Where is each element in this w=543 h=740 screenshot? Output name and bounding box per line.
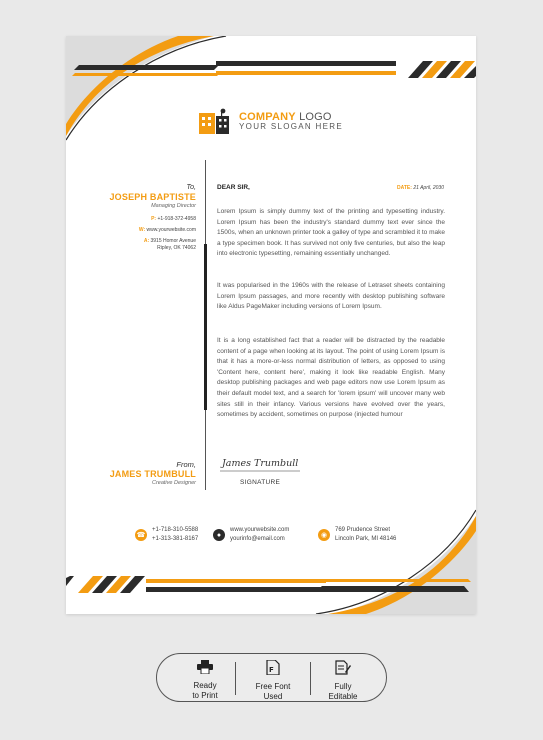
recipient-phone: P: +1-918-372-4958 [151,216,196,222]
sender-title: Creative Designer [151,480,196,486]
header-line-orange [216,71,396,75]
footer-stripes [66,576,145,593]
body-paragraph: It was popularised in the 1960s with the release of Letraset sheets containing Lorem Ipsum passages, and more recently with desktop publishing software like Aldus PageMaker including versions of Lorem Ipsum. [217,282,445,311]
font-file-icon [266,660,280,675]
body-paragraph: It is a long established fact that a reader will be distracted by the readable content of a page when looking at its layout. The point of using Lorem Ipsum is that it has a more-or-less normal distribution of letters, as opposed to using 'Content here, content here', making it look like readable English. Many desktop publishing packages and web page editors now use Lorem Ipsum as their default model text, and a search for 'lorem ipsum' will uncover many web sites still in their infancy. Various versions have evolved over the years, sometimes by accident, sometimes on purpose (injected humour [217,337,445,419]
footer-address: ◉ 769 Prudence Street Lincoln Park, MI 48146 [318,526,396,544]
feature-free-font: F Free Font Used [243,660,303,702]
recipient-web: W: www.yourwebsite.com [138,227,196,233]
recipient-address: A: 3915 Homor Avenue Ripley, OK 74062 [143,238,196,251]
body-paragraph: Lorem Ipsum is simply dummy text of the printing and typesetting industry. Lorem Ipsum has been the industry's standard dummy text ever since the 1500s, when an unknown printer took a galley of type and scrambled it to make a type specimen book. It has survived not only five centuries, but also the leap into electronic typesetting, remaining essentially unchanged. [217,208,445,258]
footer-bar-dark [321,586,469,592]
edit-document-icon [335,660,351,675]
header-bar-dark [74,65,219,70]
footer-line-dark [146,587,326,592]
company-name: COMPANY LOGO [239,110,332,123]
location-pin-icon: ◉ [318,529,330,541]
signature-label: SIGNATURE [240,479,281,486]
footer-bar-orange [323,579,471,582]
phone-icon: ☎ [135,529,147,541]
feature-separator [235,662,236,695]
header-line-dark [216,61,396,66]
header-decoration [66,36,476,156]
globe-icon: ● [213,529,225,541]
company-logo [66,108,476,134]
recipient-title: Managing Director [151,203,196,209]
printer-icon [197,660,213,674]
signature-graphic [220,452,302,476]
footer-line-orange [146,579,326,583]
sender-name: JAMES TRUMBULL [109,469,196,479]
header-stripes [408,61,476,78]
feature-ready-to-print: Ready to Print [175,660,235,701]
feature-separator [310,662,311,695]
recipient-name: JOSEPH BAPTISTE [109,192,196,202]
column-divider-accent [204,244,207,410]
header-bar-orange [72,73,220,76]
signature-script: James Trumbull [222,458,299,469]
from-label: From, [176,460,196,469]
salutation: DEAR SIR, [217,184,250,191]
features-pill [156,653,387,702]
footer-web: ● www.yourwebsite.com yourinfo@email.com [213,526,289,544]
svg-text:F: F [269,666,274,674]
to-label: To, [186,184,196,191]
letter-date: DATE: 21 April, 2030 [397,185,444,191]
company-slogan: YOUR SLOGAN HERE [239,121,343,131]
footer-decoration [66,506,476,614]
feature-fully-editable: Fully Editable [313,660,373,702]
building-icon [199,108,233,134]
footer-phone: ☎ +1-718-310-5588 +1-313-381-8167 [136,527,199,542]
letterhead-sheet [66,36,476,614]
